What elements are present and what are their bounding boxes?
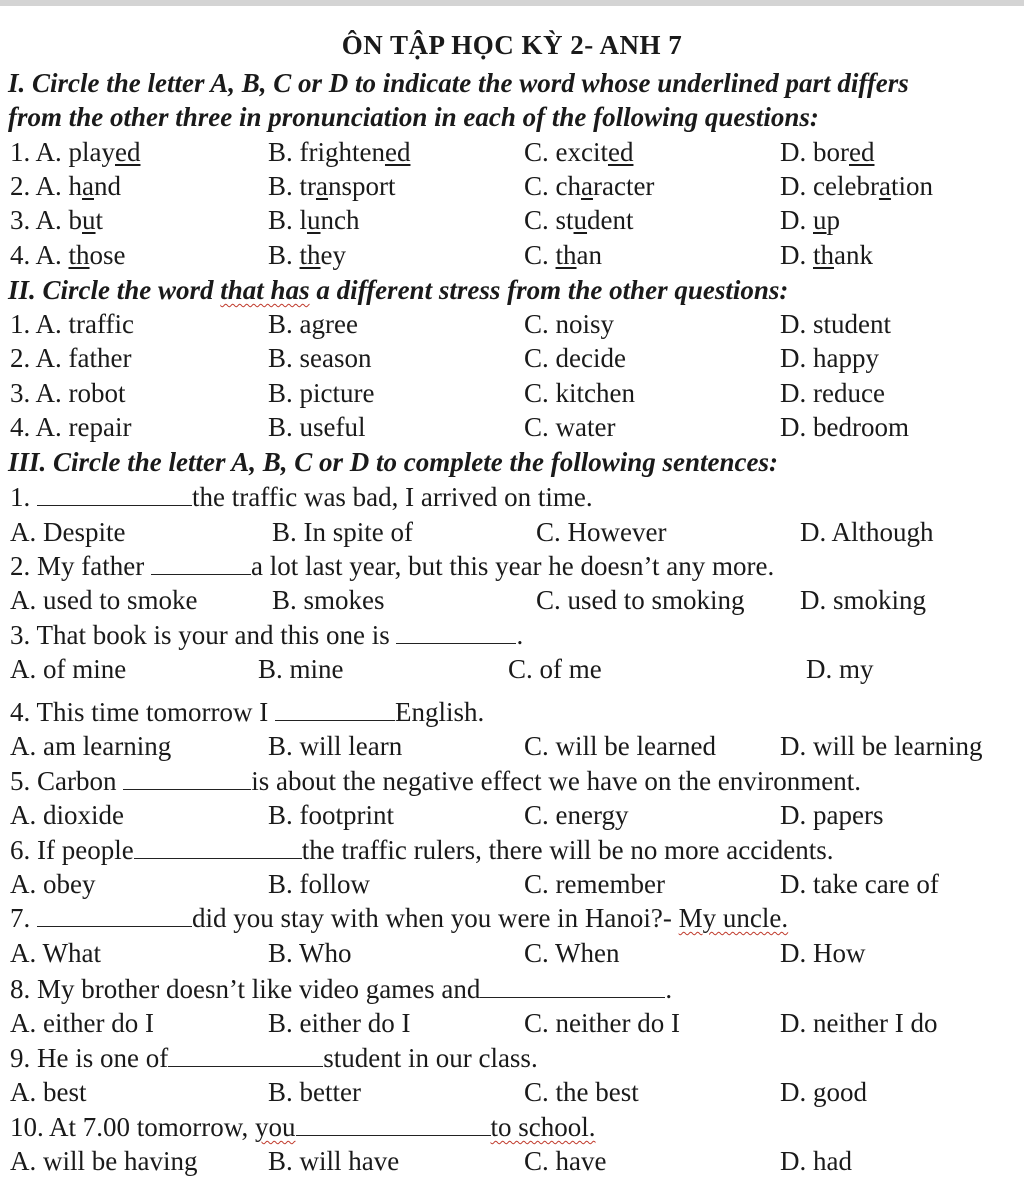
answer-blank[interactable] bbox=[134, 836, 302, 859]
option-c[interactable]: C. decide bbox=[524, 343, 626, 373]
s1-question-3 bbox=[0, 205, 1024, 239]
s3-question-5: 5. Carbon is about the negative effect we have on the environment. bbox=[10, 766, 862, 796]
answer-blank[interactable] bbox=[168, 1044, 323, 1067]
option-c[interactable]: C. When bbox=[524, 938, 620, 968]
section1-heading-line1: I. Circle the letter A, B, C or D to indicate the word whose underlined part differs bbox=[8, 68, 909, 98]
option-c[interactable]: C. energy bbox=[524, 800, 629, 830]
answer-blank[interactable] bbox=[275, 698, 395, 721]
option-d[interactable]: D. happy bbox=[780, 343, 879, 373]
s3-options-1 bbox=[0, 517, 1024, 551]
s3-options-6 bbox=[0, 869, 1024, 903]
page-title: ÔN TẬP HỌC KỲ 2- ANH 7 bbox=[341, 30, 683, 60]
option-a[interactable]: A. What bbox=[10, 938, 101, 968]
option-d[interactable]: D. take care of bbox=[780, 869, 939, 899]
option-d[interactable]: D. my bbox=[806, 654, 874, 684]
option-c[interactable]: C. of me bbox=[508, 654, 602, 684]
option-d[interactable]: D. up bbox=[780, 205, 840, 235]
answer-blank[interactable] bbox=[296, 1113, 491, 1136]
option-d[interactable]: D. thank bbox=[780, 240, 873, 270]
answer-blank[interactable] bbox=[37, 483, 192, 506]
option-a[interactable]: 2. A. hand bbox=[10, 171, 121, 201]
option-d[interactable]: D. celebration bbox=[780, 171, 933, 201]
option-b[interactable]: B. mine bbox=[258, 654, 344, 684]
option-c[interactable]: C. remember bbox=[524, 869, 665, 899]
answer-blank[interactable] bbox=[151, 552, 251, 575]
option-b[interactable]: B. will have bbox=[268, 1146, 400, 1176]
s3-question-8: 8. My brother doesn’t like video games and . bbox=[10, 974, 673, 1004]
option-b[interactable]: B. Who bbox=[268, 938, 352, 968]
s3-options-2 bbox=[0, 585, 1024, 619]
option-c[interactable]: C. than bbox=[524, 240, 603, 270]
option-c[interactable]: C. water bbox=[524, 412, 616, 442]
answer-blank[interactable] bbox=[396, 621, 516, 644]
option-a[interactable]: 2. A. father bbox=[10, 343, 132, 373]
option-b[interactable]: B. footprint bbox=[268, 800, 394, 830]
option-a[interactable]: 4. A. those bbox=[10, 240, 126, 270]
option-a[interactable]: A. am learning bbox=[10, 731, 172, 761]
option-b[interactable]: B. better bbox=[268, 1077, 361, 1107]
option-b[interactable]: B. follow bbox=[268, 869, 371, 899]
option-b[interactable]: B. lunch bbox=[268, 205, 360, 235]
option-d[interactable]: D. will be learning bbox=[780, 731, 983, 761]
section1-heading-line2: from the other three in pronunciation in each of the following questions: bbox=[8, 102, 819, 132]
s3-question-3: 3. That book is your and this one is . bbox=[10, 620, 524, 650]
option-b[interactable]: B. will learn bbox=[268, 731, 403, 761]
option-b[interactable]: B. season bbox=[268, 343, 372, 373]
answer-blank[interactable] bbox=[123, 767, 251, 790]
option-d[interactable]: D. papers bbox=[780, 800, 884, 830]
option-b[interactable]: B. frightened bbox=[268, 137, 411, 167]
option-b[interactable]: B. agree bbox=[268, 309, 358, 339]
option-a[interactable]: A. of mine bbox=[10, 654, 127, 684]
s3-options-4 bbox=[0, 731, 1024, 765]
s1-question-1 bbox=[0, 137, 1024, 171]
option-d[interactable]: D. Although bbox=[800, 517, 934, 547]
option-c[interactable]: C. excited bbox=[524, 137, 634, 167]
s3-question-9: 9. He is one of student in our class. bbox=[10, 1043, 538, 1073]
option-b[interactable]: B. In spite of bbox=[272, 517, 413, 547]
option-a[interactable]: 1. A. traffic bbox=[10, 309, 134, 339]
s2-question-2 bbox=[0, 343, 1024, 377]
option-c[interactable]: C. will be learned bbox=[524, 731, 716, 761]
option-d[interactable]: D. bored bbox=[780, 137, 875, 167]
s3-options-10 bbox=[0, 1146, 1024, 1180]
option-a[interactable]: A. will be having bbox=[10, 1146, 198, 1176]
s2-question-4 bbox=[0, 412, 1024, 446]
answer-blank[interactable] bbox=[37, 904, 192, 927]
option-b[interactable]: B. either do I bbox=[268, 1008, 411, 1038]
section3-heading: III. Circle the letter A, B, C or D to complete the following sentences: bbox=[8, 447, 778, 477]
section2-heading: II. Circle the word that has a different stress from the other questions: bbox=[8, 275, 789, 305]
s2-question-1 bbox=[0, 309, 1024, 343]
option-a[interactable]: A. either do I bbox=[10, 1008, 154, 1038]
s3-options-5 bbox=[0, 800, 1024, 834]
option-b[interactable]: B. useful bbox=[268, 412, 366, 442]
option-d[interactable]: D. had bbox=[780, 1146, 852, 1176]
s3-options-9 bbox=[0, 1077, 1024, 1111]
option-d[interactable]: D. neither I do bbox=[780, 1008, 938, 1038]
option-d[interactable]: D. student bbox=[780, 309, 891, 339]
option-c[interactable]: C. the best bbox=[524, 1077, 639, 1107]
s3-question-4: 4. This time tomorrow I English. bbox=[10, 697, 485, 727]
s3-question-7: 7. did you stay with when you were in Hanoi?- My uncle. bbox=[10, 903, 789, 933]
option-b[interactable]: B. picture bbox=[268, 378, 375, 408]
option-c[interactable]: C. However bbox=[536, 517, 667, 547]
option-a[interactable]: A. best bbox=[10, 1077, 87, 1107]
option-a[interactable]: A. dioxide bbox=[10, 800, 124, 830]
option-c[interactable]: C. neither do I bbox=[524, 1008, 680, 1038]
option-b[interactable]: B. transport bbox=[268, 171, 396, 201]
option-c[interactable]: C. noisy bbox=[524, 309, 615, 339]
s2-question-3 bbox=[0, 378, 1024, 412]
option-a[interactable]: A. used to smoke bbox=[10, 585, 198, 615]
s3-options-3 bbox=[0, 654, 1024, 688]
option-a[interactable]: 1. A. played bbox=[10, 137, 141, 167]
s3-question-6: 6. If people the traffic rulers, there will be no more accidents. bbox=[10, 835, 834, 865]
option-c[interactable]: C. kitchen bbox=[524, 378, 635, 408]
option-d[interactable]: D. How bbox=[780, 938, 866, 968]
option-c[interactable]: C. used to smoking bbox=[536, 585, 745, 615]
option-a[interactable]: A. obey bbox=[10, 869, 96, 899]
option-d[interactable]: D. bedroom bbox=[780, 412, 909, 442]
s3-options-8 bbox=[0, 1008, 1024, 1042]
option-b[interactable]: B. they bbox=[268, 240, 347, 270]
option-d[interactable]: D. smoking bbox=[800, 585, 927, 615]
option-d[interactable]: D. reduce bbox=[780, 378, 885, 408]
s3-question-10: 10. At 7.00 tomorrow, you to school. bbox=[10, 1112, 596, 1142]
answer-blank[interactable] bbox=[480, 975, 665, 998]
option-c[interactable]: C. have bbox=[524, 1146, 607, 1176]
option-c[interactable]: C. student bbox=[524, 205, 634, 235]
s3-options-7 bbox=[0, 938, 1024, 972]
option-c[interactable]: C. character bbox=[524, 171, 655, 201]
s3-question-2: 2. My father a lot last year, but this year he doesn’t any more. bbox=[10, 551, 775, 581]
top-border bbox=[0, 0, 1024, 6]
s3-question-1: 1. the traffic was bad, I arrived on time. bbox=[10, 482, 593, 512]
s1-question-2 bbox=[0, 171, 1024, 205]
s1-question-4 bbox=[0, 240, 1024, 274]
option-a[interactable]: A. Despite bbox=[10, 517, 126, 547]
option-a[interactable]: 3. A. robot bbox=[10, 378, 126, 408]
option-b[interactable]: B. smokes bbox=[272, 585, 385, 615]
option-d[interactable]: D. good bbox=[780, 1077, 867, 1107]
option-a[interactable]: 3. A. but bbox=[10, 205, 104, 235]
option-a[interactable]: 4. A. repair bbox=[10, 412, 132, 442]
